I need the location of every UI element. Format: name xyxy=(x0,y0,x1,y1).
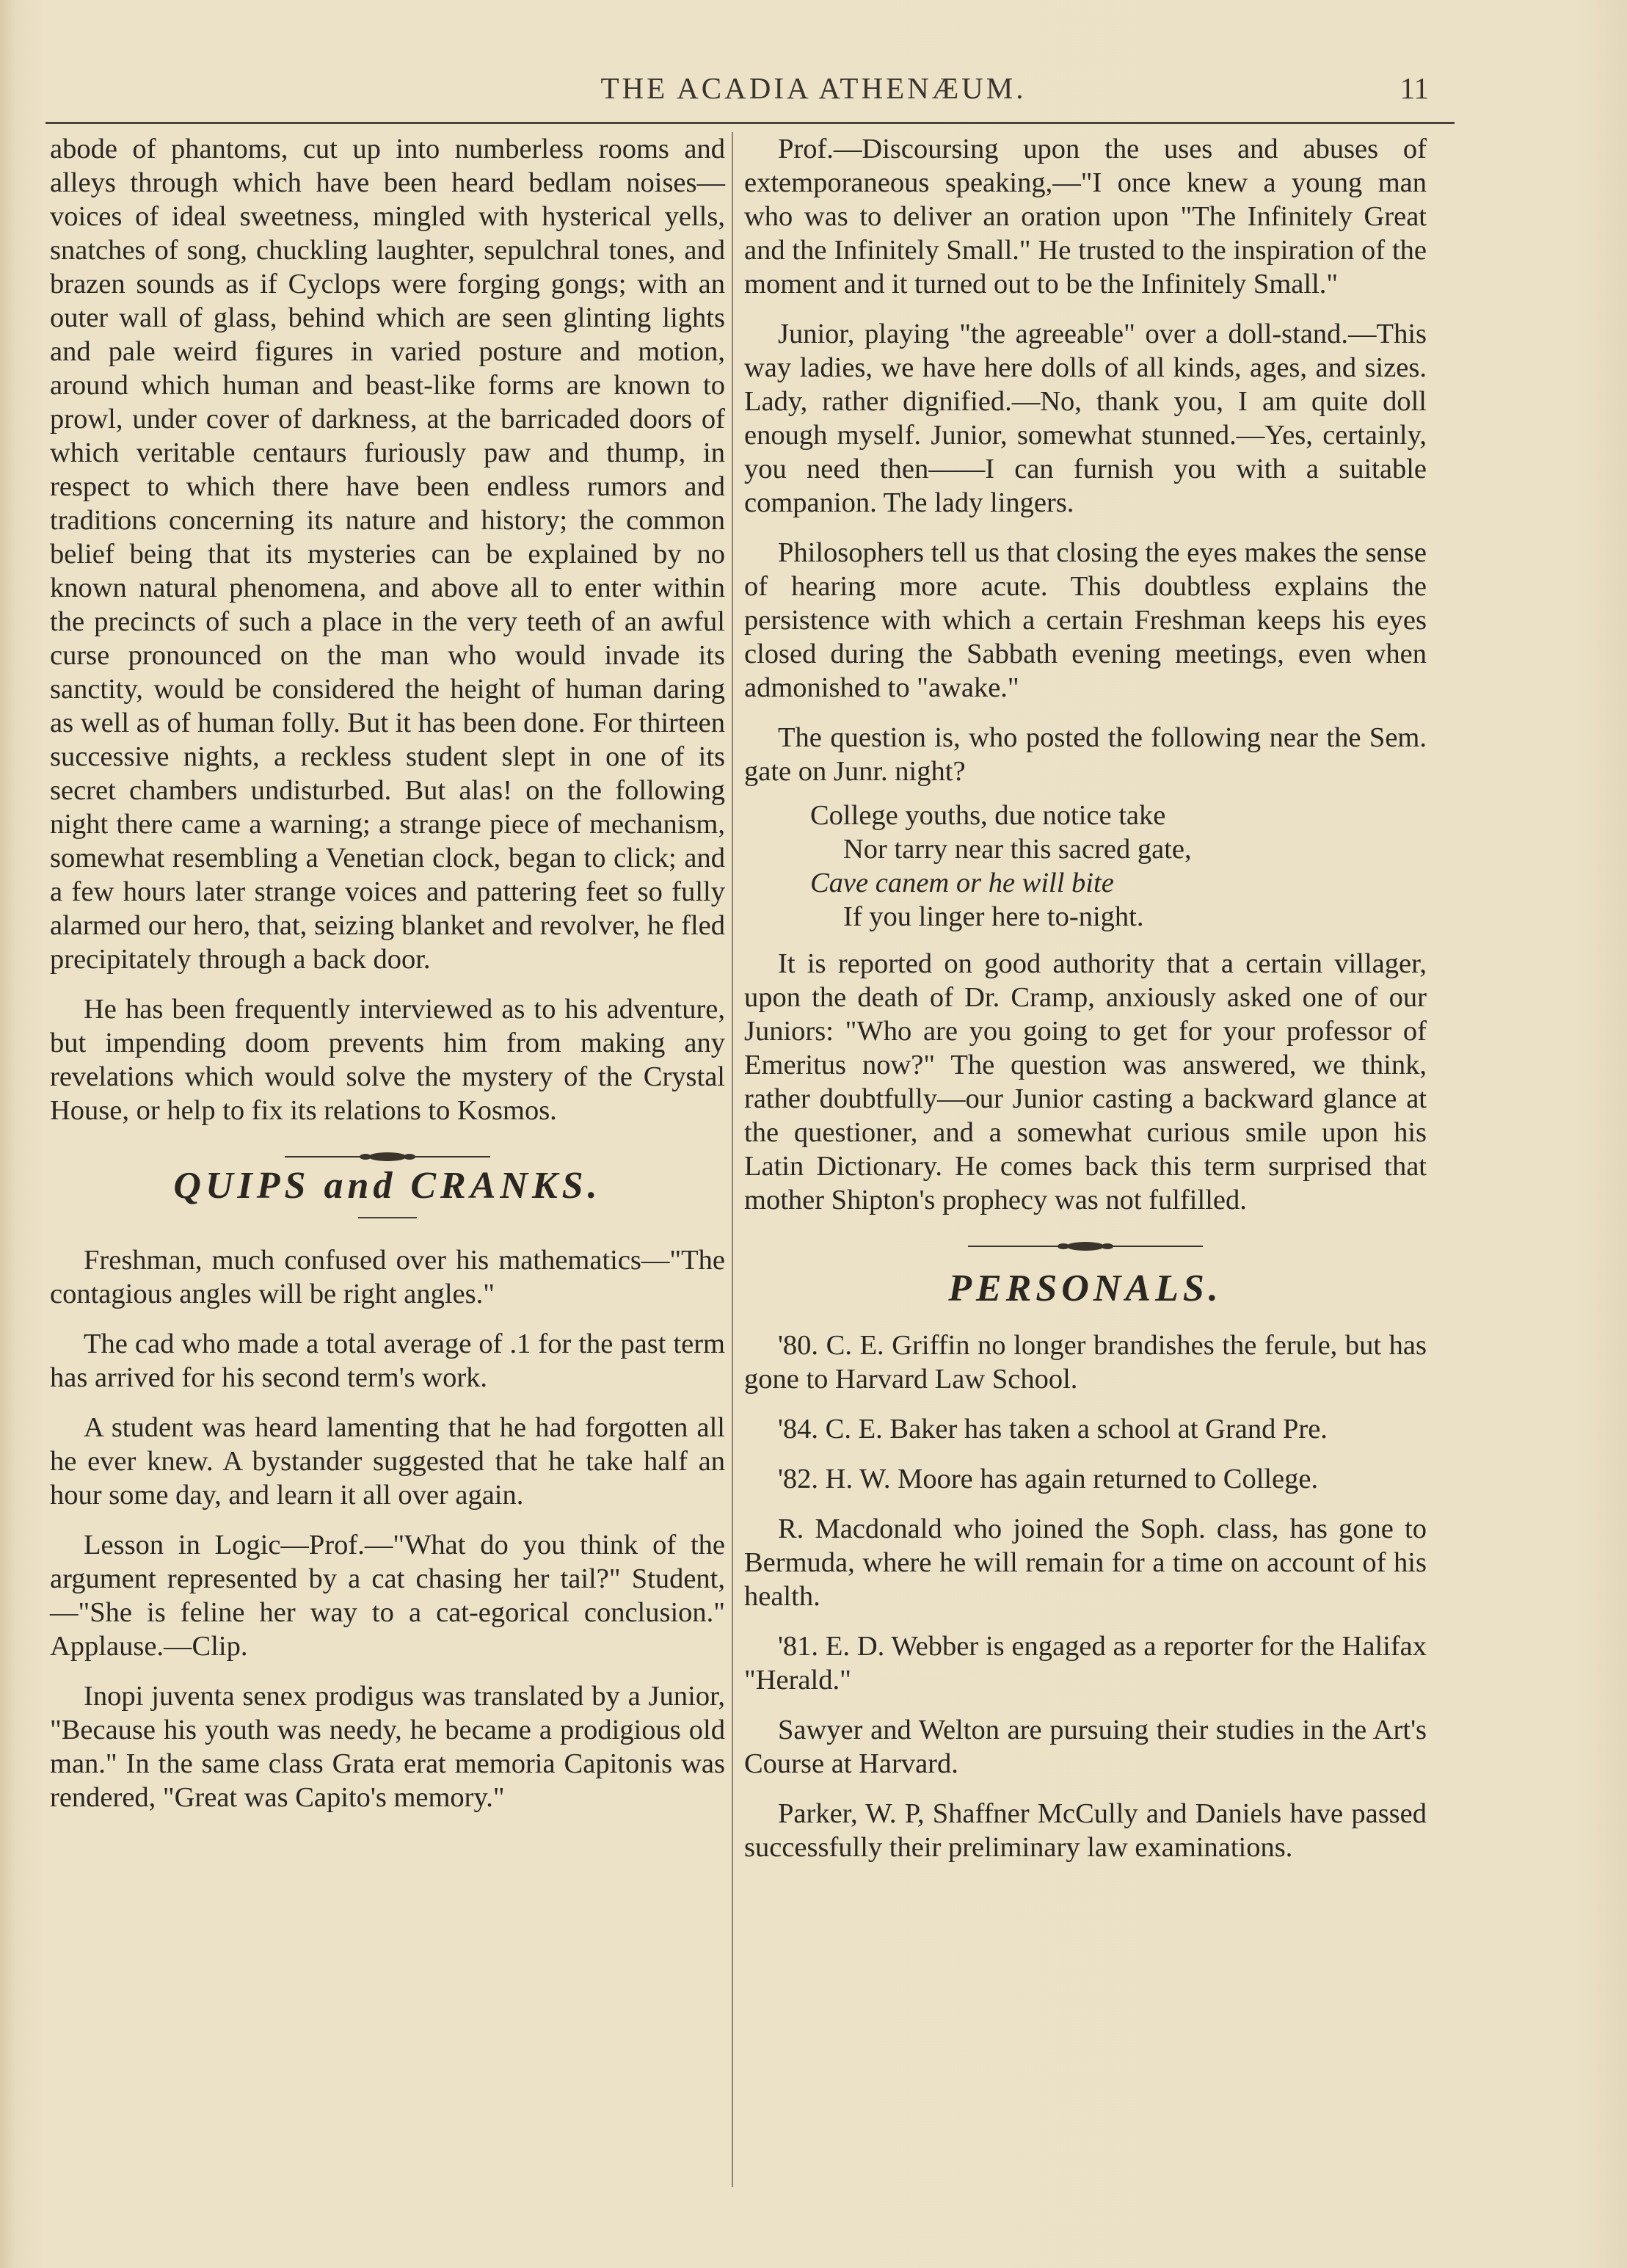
poem-line: Cave canem or he will bite xyxy=(810,868,1114,898)
personal-item: '80. C. E. Griffin no longer brandishes the ferule, but has gone to Harvard Law School. xyxy=(744,1330,1427,1395)
running-head xyxy=(0,70,1627,115)
column-divider xyxy=(732,132,733,2187)
page-number: 11 xyxy=(1399,71,1429,105)
left-column xyxy=(50,132,725,1831)
publication-title: THE ACADIA ATHENÆUM. xyxy=(600,71,1027,105)
quip-item: Lesson in Logic—Prof.—"What do you think of the argument represented by a cat chasing her tail?" Student,—"She is feline her way to a cat-egorical conclusion." Applause.—Clip. xyxy=(50,1530,725,1662)
article-paragraph: He has been frequently interviewed as to his adventure, but impending doom prevents him from making any revelations which would solve the mystery of the Crystal House, or help to fix its relations to Kosmos. xyxy=(50,994,725,1126)
right-column xyxy=(744,132,1427,1880)
poem xyxy=(744,799,1427,934)
heading-rule xyxy=(358,1217,417,1218)
article-paragraph: abode of phantoms, cut up into numberless rooms and alleys through which have been heard bedlam noises—voices of ideal sweetness, mingled with hysterical yells, snatches of song, chuckling laughter, sepulchral tones, and brazen sounds as if Cyclops were forging gongs; with an outer wall of glass, behind which are seen glinting lights and pale weird figures in varied posture and motion, around which human and beast-like forms are known to prowl, under cover of darkness, at the barricaded doors of which veritable centaurs furiously paw and thump, in respect to which there have been endless rumors and traditions concerning its nature and history; the common belief being that its mysteries can be explained by no known natural phenomena, and above all to enter within the precincts of such a place in the very teeth of an awful curse pronounced on the man who would invade its sanctity, would be considered the height of human daring as well as of human folly. But it has been done. For thirteen successive nights, a reckless student slept in one of its secret chambers undisturbed. But alas! on the following night there came a warning; a strange piece of mechanism, somewhat resembling a Venetian clock, began to click; and a few hours later strange voices and pattering feet so fully alarmed our hero, that, seizing blanket and revolver, he fled precipitately through a back door. xyxy=(50,134,725,975)
personal-item: '81. E. D. Webber is engaged as a reporter for the Halifax "Herald." xyxy=(744,1631,1427,1695)
personal-item: Parker, W. P, Shaffner McCully and Daniels have passed successfully their preliminary law examinations. xyxy=(744,1798,1427,1863)
personal-item: R. Macdonald who joined the Soph. class, has gone to Bermuda, where he will remain for a time on account of his health. xyxy=(744,1513,1427,1612)
poem-line: College youths, due notice take xyxy=(810,800,1166,831)
quip-item: Junior, playing "the agreeable" over a doll-stand.—This way ladies, we have here dolls of all kinds, ages, and sizes. Lady, rather dignified.—No, thank you, I am quite doll enough myself. Junior, somewhat stunned.—Yes, certainly, you need then——I can furnish you with a suitable companion. The lady lingers. xyxy=(744,319,1427,518)
personals-heading: PERSONALS. xyxy=(948,1268,1223,1309)
quip-item: Prof.—Discoursing upon the uses and abuses of extemporaneous speaking,—"I once knew a young man who was to deliver an oration upon "The Infinitely Great and the Infinitely Small." He trusted to the inspiration of the moment and it turned out to be the Infinitely Small." xyxy=(744,134,1427,299)
quip-item: The cad who made a total average of .1 for the past term has arrived for his second term's work. xyxy=(50,1329,725,1393)
ornament-divider xyxy=(241,1149,534,1164)
quip-item: Philosophers tell us that closing the eyes makes the sense of hearing more acute. This doubtless explains the persistence with which a certain Freshman keeps his eyes closed during the Sabbath evening meetings, even when admonished to "awake." xyxy=(744,537,1427,703)
ornament-divider xyxy=(939,1239,1232,1254)
personal-item: '84. C. E. Baker has taken a school at Grand Pre. xyxy=(778,1414,1328,1444)
quip-item: It is reported on good authority that a certain villager, upon the death of Dr. Cramp, anxiously asked one of our Juniors: "Who are you going to get for your professor of Emeritus now?" The question was answered, we think, rather doubtfully—our Junior casting a backward glance at the questioner, and a somewhat curious smile upon his Latin Dictionary. He comes back this term surprised that mother Shipton's prophecy was not fulfilled. xyxy=(744,948,1427,1215)
quips-heading: QUIPS and CRANKS. xyxy=(173,1165,602,1207)
personal-item: Sawyer and Welton are pursuing their studies in the Art's Course at Harvard. xyxy=(744,1715,1427,1779)
quip-item: The question is, who posted the following near the Sem. gate on Junr. night? xyxy=(744,722,1427,787)
quip-item: Freshman, much confused over his mathematics—"The contagious angles will be right angles." xyxy=(50,1245,725,1309)
poem-line: Nor tarry near this sacred gate, xyxy=(843,834,1192,865)
personal-item: '82. H. W. Moore has again returned to College. xyxy=(778,1464,1319,1494)
header-rule xyxy=(46,122,1455,124)
quip-item: Inopi juventa senex prodigus was translated by a Junior, "Because his youth was needy, he became a prodigious old man." In the same class Grata erat memoria Capitonis was rendered, "Great was Capito's memory." xyxy=(50,1681,725,1813)
poem-line: If you linger here to-night. xyxy=(843,901,1144,932)
quip-item: A student was heard lamenting that he had forgotten all he ever knew. A bystander suggested that he take half an hour some day, and learn it all over again. xyxy=(50,1412,725,1511)
